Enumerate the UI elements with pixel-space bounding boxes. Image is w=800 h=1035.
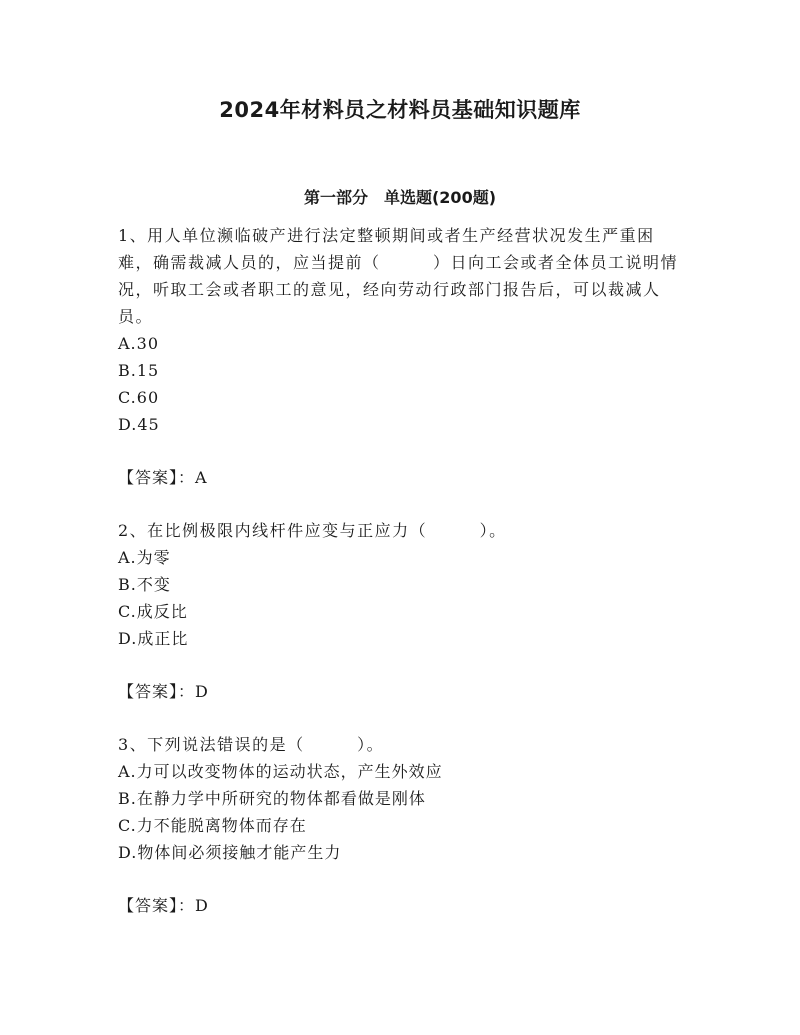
section-heading: 第一部分 单选题(200题) [303,188,497,207]
option-b: B.不变 [118,575,171,594]
option-d: D.45 [118,415,160,434]
option-a: A.30 [118,334,159,353]
question-item [118,222,688,491]
option-a: A.力可以改变物体的运动状态，产生外效应 [118,762,443,781]
option-c: C.60 [118,388,160,407]
answer-line: 【答案】：D [118,896,209,915]
option-d: D.成正比 [118,629,189,648]
question-stem: 1、用人单位濒临破产进行法定整顿期间或者生产经营状况发生严重困难，确需裁减人员的，应当提前（ ）日向工会或者全体员工说明情况，听取工会或者职工的意见，经向劳动行政部门报告后，可以裁减人员。 [118,226,679,326]
question-item [118,731,688,919]
document-title: 2024年材料员之材料员基础知识题库 [219,98,581,122]
option-c: C.成反比 [118,602,188,621]
option-b: B.15 [118,361,160,380]
question-stem: 2、在比例极限内线杆件应变与正应力（ ）。 [118,521,507,540]
option-b: B.在静力学中所研究的物体都看做是刚体 [118,789,426,808]
option-a: A.为零 [118,548,171,567]
question-list [118,222,688,945]
answer-line: 【答案】：D [118,682,209,701]
option-d: D.物体间必须接触才能产生力 [118,843,342,862]
question-stem: 3、下列说法错误的是（ ）。 [118,735,385,754]
question-item [118,517,688,705]
answer-line: 【答案】：A [118,468,208,487]
option-c: C.力不能脱离物体而存在 [118,816,307,835]
